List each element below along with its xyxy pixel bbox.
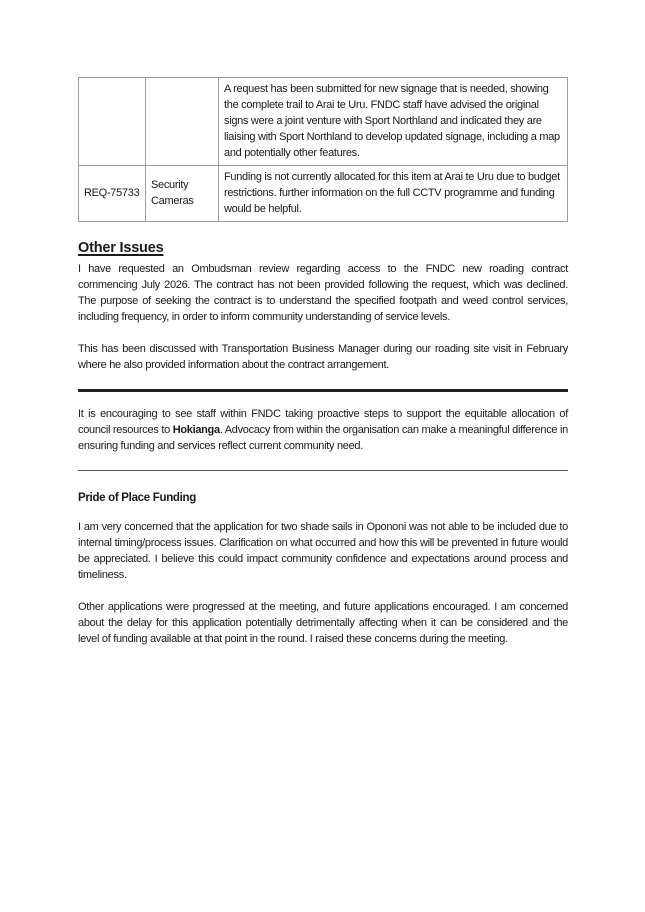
table-row [79,78,568,166]
request-category-cell [146,78,219,166]
requests-table [78,77,568,222]
paragraph-other-applications: Other applications were progressed at the meeting, and future applications encouraged. I am concerned about the delay for this application potentially detrimentally affecting when it can be considered and the level of funding available at that point in the round. I raised these concerns during the meeting. [78,601,568,645]
section-heading-other-issues: Other Issues [78,240,164,256]
table-row [79,166,568,222]
paragraph-ombudsman-review: I have requested an Ombudsman review regarding access to the FNDC new roading contract commencing July 2026. The contract has not been provided following the request, which was declined. The purpose of seeking the contract is to understand the specified footpath and weed control services, including frequency, in order to inform community understanding of service levels. [78,263,568,323]
request-details-cell: A request has been submitted for new signage that is needed, showing the complete trail to Arai te Uru. FNDC staff have advised the original signs were a joint venture with Sport Northland and indicated they are liaising with Sport Northland to develop updated signage, including a map and potentially other features. [219,78,568,166]
hokianga-note-text-before: It is encouraging to see staff within FNDC taking proactive steps to support the equitable allocation of council resources to [78,408,568,436]
hokianga-bold-text: Hokianga [172,424,220,436]
section-divider-thin [78,470,568,471]
paragraph-transportation-discussion: This has been discussed with Transportation Business Manager during our roading site visit in February where he also provided information about the contract arrangement. [78,343,568,371]
paragraph-hokianga-note [78,406,568,454]
heading-pride-of-place: Pride of Place Funding [78,492,196,504]
request-id-cell [79,78,146,166]
section-divider-thick [78,389,568,392]
hokianga-note-text-after: . Advocacy from within the organisation can make a meaningful difference in ensuring funding and services reflect current community need. [78,424,568,452]
request-id-cell: REQ-75733 [79,166,146,222]
request-details-cell: Funding is not currently allocated for this item at Arai te Uru due to budget restrictions. further information on the full CCTV programme and funding would be helpful. [219,166,568,222]
request-category-cell: Security Cameras [146,166,219,222]
paragraph-shade-sails-concern: I am very concerned that the application for two shade sails in Opononi was not able to be included due to internal timing/process issues. Clarification on what occurred and how this will be prevented in future would be appreciated. I believe this could impact community confidence and expectations around process and timeliness. [78,521,568,581]
